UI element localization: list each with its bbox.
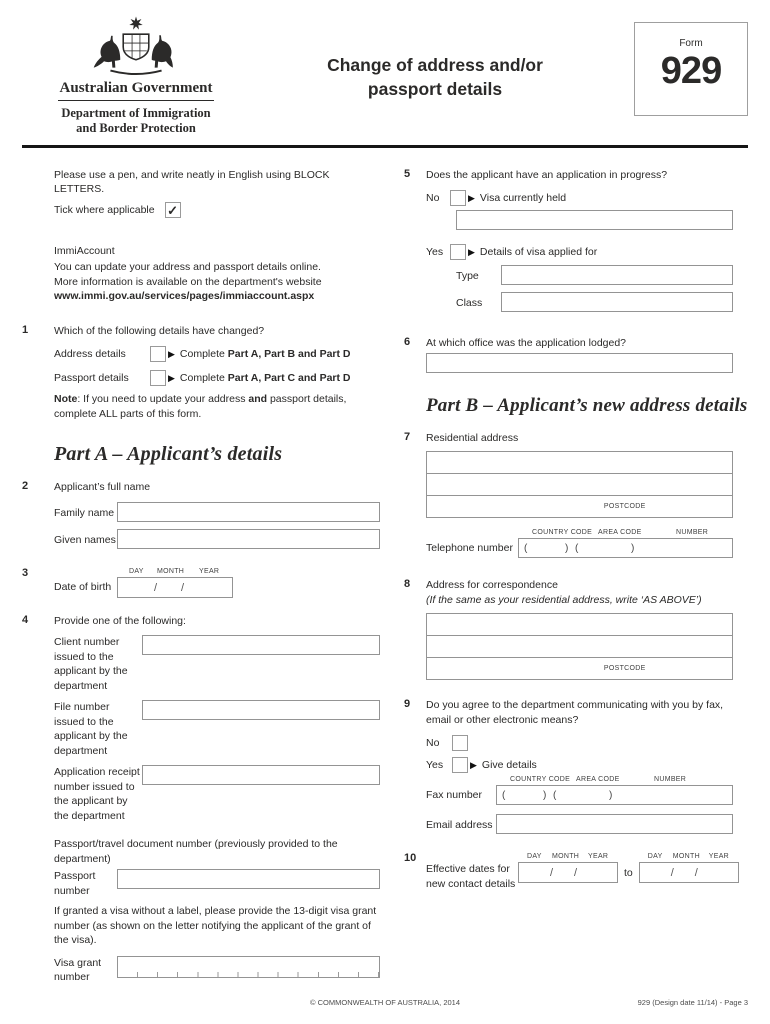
day-label: DAY [527, 853, 542, 861]
residential-address-line-1[interactable] [427, 452, 732, 473]
q9-no-checkbox[interactable] [452, 735, 468, 751]
question-4-text: Provide one of the following: [54, 614, 186, 627]
q5-visa-held-label: Visa currently held [479, 192, 567, 205]
department-line-2: and Border Protection [76, 121, 196, 135]
question-10-number: 10 [404, 852, 417, 865]
q1-address-label: Address details [54, 348, 126, 361]
year-label: YEAR [199, 567, 220, 575]
fax-number-field[interactable]: ( ) ( ) [496, 785, 733, 805]
area-code-label: AREA CODE [576, 776, 620, 784]
department-line-1: Department of Immigration [61, 106, 211, 120]
government-name: Australian Government [58, 80, 215, 101]
postcode-label: POSTCODE [603, 665, 646, 673]
q1-option-address [54, 346, 380, 362]
immiaccount-line-2: More information is available on the department's website [54, 275, 322, 288]
question-5-text: Does the applicant have an application in progress? [426, 169, 668, 181]
q9-yes-label: Yes [426, 759, 444, 772]
q1-passport-label: Passport details [54, 372, 129, 385]
page-info-text: 929 (Design date 11/14) - Page 3 [637, 998, 748, 1007]
postcode-label: POSTCODE [603, 503, 646, 511]
date-of-birth-label: Date of birth [54, 580, 112, 593]
question-5 [404, 168, 748, 312]
file-number-field[interactable] [142, 700, 380, 720]
application-receipt-label: Application receipt number issued to the applicant by the department [54, 766, 140, 822]
q9-yes-row [426, 757, 733, 773]
year-label: YEAR [708, 853, 730, 861]
footer [22, 998, 748, 1010]
given-names-field[interactable] [117, 529, 380, 549]
question-1 [22, 324, 380, 421]
q9-give-details-label: Give details [481, 759, 537, 772]
application-receipt-field[interactable] [142, 765, 380, 785]
passport-number-field[interactable] [117, 869, 380, 889]
form-title-line-2: passport details [367, 78, 503, 99]
visa-grant-number-field[interactable] [117, 956, 380, 978]
country-code-label: COUNTRY CODE [532, 529, 593, 537]
residential-address-line-2[interactable] [427, 473, 732, 495]
arrow-right-icon: ▶ [168, 348, 175, 359]
immiaccount-title: ImmiAccount [54, 244, 115, 257]
correspondence-address-line-3[interactable] [427, 657, 732, 679]
question-8-text: Address for correspondence [426, 579, 558, 592]
copyright-text: © COMMONWEALTH OF AUSTRALIA, 2014 [310, 998, 460, 1007]
q9-no-label: No [426, 737, 440, 750]
q1-passport-checkbox[interactable] [150, 370, 166, 386]
correspondence-address-box [426, 613, 733, 680]
question-6-number: 6 [404, 336, 411, 349]
arrow-right-icon: ▶ [470, 759, 477, 770]
q5-yes-checkbox[interactable] [450, 244, 466, 260]
day-label: DAY [129, 567, 144, 575]
form-title [236, 14, 634, 136]
file-number-label: File number issued to the applicant by the department [54, 701, 128, 757]
visa-currently-held-field[interactable] [456, 210, 733, 230]
correspondence-address-line-2[interactable] [427, 635, 732, 657]
arrow-right-icon: ▶ [468, 192, 475, 203]
month-label: MONTH [672, 853, 700, 861]
visa-type-field[interactable] [501, 265, 733, 285]
immiaccount-url: www.immi.gov.au/services/pages/immiaccount.aspx [54, 290, 315, 303]
visa-class-label: Class [456, 297, 483, 310]
family-name-field[interactable] [117, 502, 380, 522]
residential-address-box [426, 451, 733, 518]
effective-dates-label: Effective dates for new contact details [426, 863, 516, 890]
area-code-label: AREA CODE [598, 529, 642, 537]
client-number-field[interactable] [142, 635, 380, 655]
telephone-number-field[interactable]: ( ) ( ) [518, 538, 733, 558]
arrow-right-icon: ▶ [468, 246, 475, 257]
visa-grant-label: Visa grant number [54, 956, 102, 984]
telephone-number-label: Telephone number [426, 542, 513, 555]
q5-yes-row [426, 244, 733, 260]
sample-checkbox [165, 202, 181, 218]
question-8-note: (If the same as your residential address, write ‘AS ABOVE’) [426, 593, 702, 606]
q1-option-passport [54, 370, 380, 386]
q9-no-row [426, 735, 733, 751]
tick-where-applicable-label: Tick where applicable [54, 203, 155, 216]
date-of-birth-box [117, 567, 233, 598]
question-1-number: 1 [22, 323, 29, 336]
question-1-text: Which of the following details have changed? [54, 324, 265, 337]
arrow-right-icon: ▶ [168, 372, 175, 383]
left-column [22, 162, 380, 985]
office-lodged-field[interactable] [426, 353, 733, 373]
agency-block [22, 14, 236, 136]
correspondence-address-line-1[interactable] [427, 614, 732, 635]
day-label: DAY [647, 853, 663, 861]
question-2 [22, 480, 380, 548]
effective-date-from-box [518, 852, 618, 883]
header [0, 0, 770, 136]
passport-travel-intro: Passport/travel document number (previously provided to the department) [54, 838, 338, 865]
visa-class-field[interactable] [501, 292, 733, 312]
effective-date-to-box [639, 852, 739, 883]
telephone-number-group [518, 528, 733, 558]
visa-type-label: Type [456, 270, 479, 283]
client-number-label: Client number issued to the applicant by the department [54, 636, 128, 692]
number-label: NUMBER [654, 776, 687, 784]
question-4-number: 4 [22, 613, 29, 626]
year-label: YEAR [588, 853, 609, 861]
q5-yes-label: Yes [426, 246, 444, 259]
q5-no-checkbox[interactable] [450, 190, 466, 206]
question-2-text: Applicant’s full name [54, 481, 151, 494]
question-3 [22, 567, 380, 598]
question-5-number: 5 [404, 168, 411, 180]
q5-no-label: No [426, 192, 440, 205]
q5-no-row [426, 190, 733, 206]
q1-address-instruction: Complete Part A, Part B and Part D [179, 348, 351, 361]
part-a-heading: Part A – Applicant’s details [54, 443, 283, 466]
tick-icon: ✓ [167, 202, 179, 218]
country-code-label: COUNTRY CODE [510, 776, 571, 784]
question-7 [404, 431, 748, 558]
email-address-label: Email address [426, 819, 493, 832]
question-7-number: 7 [404, 430, 411, 443]
question-8 [404, 578, 748, 680]
q1-passport-instruction: Complete Part A, Part C and Part D [179, 372, 351, 385]
effective-date-from-field[interactable]: / / [518, 862, 618, 883]
family-name-label: Family name [54, 506, 115, 519]
part-b-heading: Part B – Applicant’s new address details [426, 394, 748, 416]
date-of-birth-field[interactable]: / / [117, 577, 233, 598]
question-2-number: 2 [22, 480, 29, 493]
form-title-line-1: Change of address and/or [327, 55, 543, 75]
question-4 [22, 614, 380, 985]
q9-yes-checkbox[interactable] [452, 757, 468, 773]
q5-visa-applied-label: Details of visa applied for [479, 246, 598, 259]
to-label: to [624, 867, 633, 880]
form-word: Form [679, 38, 703, 49]
fax-number-label: Fax number [426, 789, 483, 802]
residential-address-line-3[interactable] [427, 495, 732, 517]
month-label: MONTH [552, 853, 580, 861]
q1-address-checkbox[interactable] [150, 346, 166, 362]
question-7-text: Residential address [426, 431, 519, 444]
immiaccount-line-1: You can update your address and passport details online. [54, 261, 321, 274]
question-10 [404, 852, 748, 891]
month-label: MONTH [157, 567, 185, 575]
visa-grant-tick-marks [118, 972, 379, 977]
australian-coat-of-arms-icon [77, 14, 195, 78]
effective-date-to-field[interactable]: / / [639, 862, 739, 883]
question-8-number: 8 [404, 578, 411, 591]
form-number: 929 [660, 50, 722, 92]
question-9-number: 9 [404, 698, 411, 711]
q1-note: Note: If you need to update your address and passport details, complete ALL parts of this form. [54, 393, 347, 420]
question-3-number: 3 [22, 566, 29, 579]
question-9 [404, 698, 748, 834]
given-names-label: Given names [54, 533, 116, 546]
department-name [36, 106, 236, 136]
number-label: NUMBER [676, 529, 709, 537]
form-number-box [634, 22, 748, 116]
right-column [404, 162, 748, 985]
fax-number-group [496, 775, 733, 805]
passport-number-label: Passport number [54, 870, 96, 897]
pen-instruction: Please use a pen, and write neatly in English using BLOCK LETTERS. [54, 169, 330, 196]
question-6 [404, 336, 748, 372]
question-9-text: Do you agree to the department communicating with you by fax, email or other electronic means? [426, 699, 724, 726]
question-6-text: At which office was the application lodged? [426, 337, 627, 350]
visa-grant-note: If granted a visa without a label, please provide the 13-digit visa grant number (as shown on the letter notifying the applicant of the grant of the visa). [54, 905, 377, 947]
email-address-field[interactable] [496, 814, 733, 834]
